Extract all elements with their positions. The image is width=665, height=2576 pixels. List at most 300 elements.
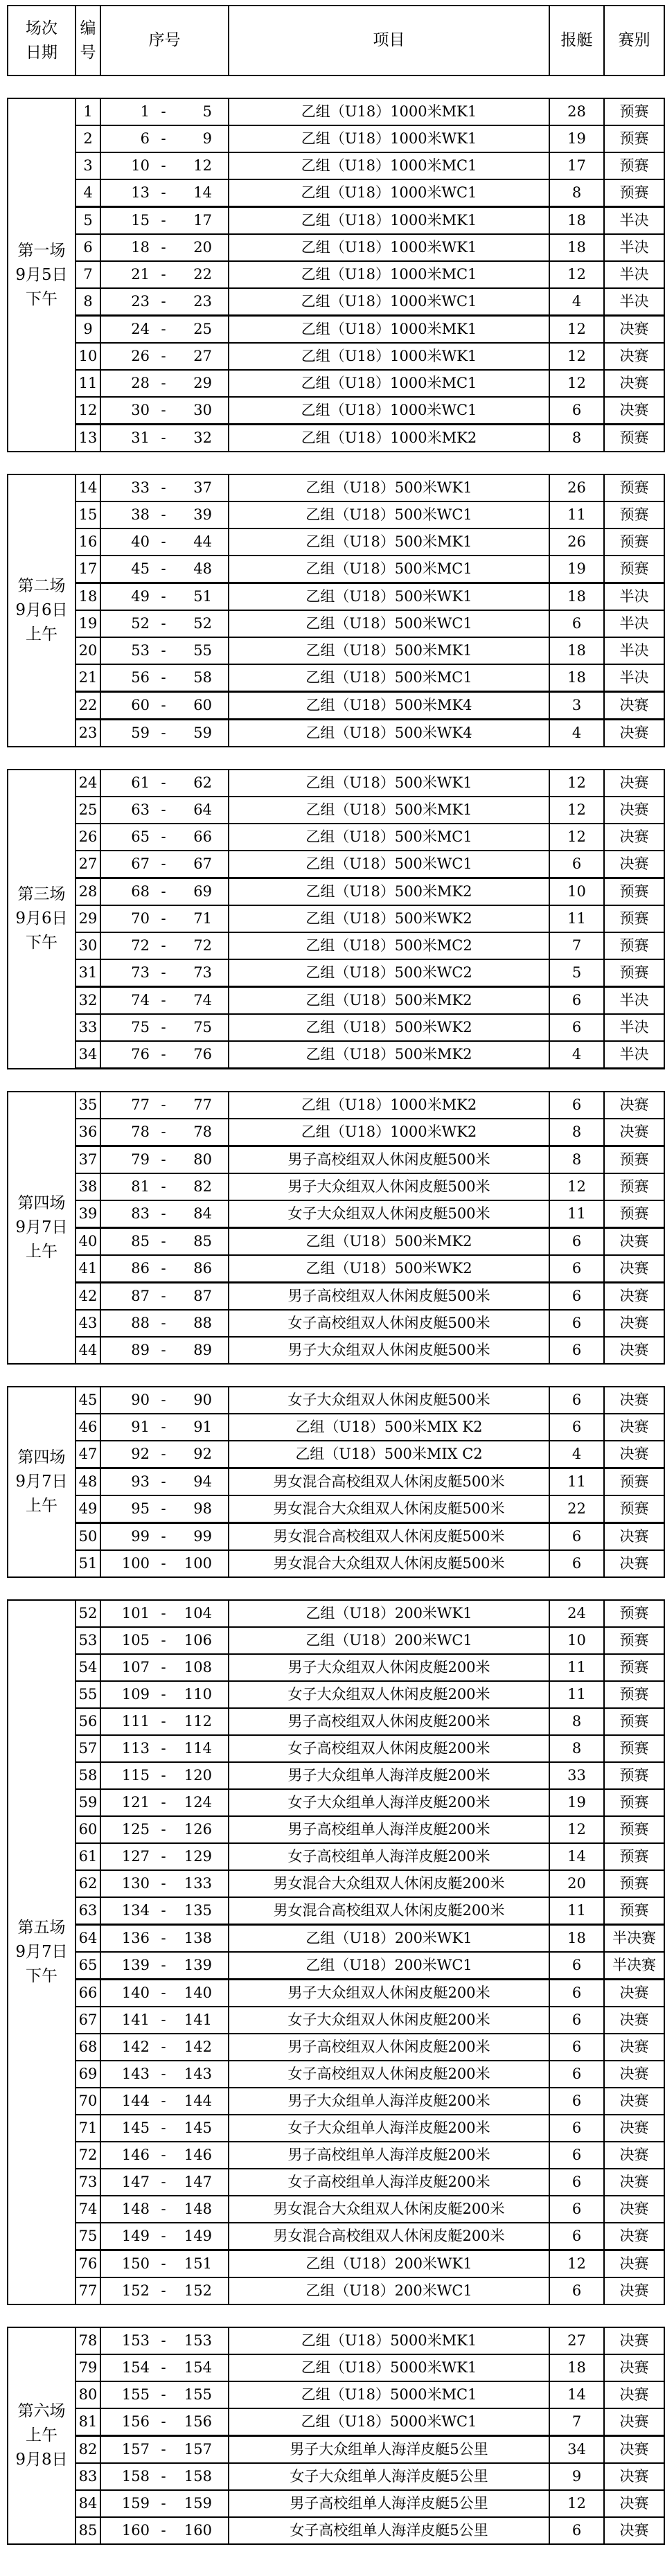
sequence-end: 62	[193, 774, 212, 791]
sequence-dash: -	[161, 402, 166, 418]
boat-count: 6	[549, 1092, 604, 1119]
table-row	[8, 2250, 664, 2278]
race-stage: 预赛	[604, 1600, 664, 1627]
sequence-end: 112	[184, 1713, 212, 1730]
table-row	[8, 1980, 664, 2007]
table-row	[8, 1495, 664, 1523]
sequence-dash: -	[161, 992, 166, 1009]
race-stage: 决赛	[604, 2517, 664, 2544]
sequence-start: 113	[121, 1740, 150, 1757]
sequence-range	[100, 528, 229, 556]
sequence-end: 80	[193, 1151, 212, 1168]
race-stage: 预赛	[604, 959, 664, 987]
sequence-range	[100, 1310, 229, 1337]
event-number: 34	[76, 1041, 100, 1069]
boat-count: 19	[549, 556, 604, 583]
session-date-cell: 第一场 9月5日 下午	[8, 98, 76, 452]
table-row	[8, 2142, 664, 2169]
event-number: 26	[76, 824, 100, 851]
sequence-range	[100, 1980, 229, 2007]
sequence-end: 104	[184, 1605, 212, 1622]
race-stage: 决赛	[604, 2169, 664, 2196]
sequence-dash: -	[161, 1984, 166, 2001]
sequence-range	[100, 261, 229, 288]
race-stage: 预赛	[604, 1762, 664, 1789]
sequence-dash: -	[161, 2066, 166, 2082]
sequence-start: 146	[121, 2147, 150, 2163]
sequence-end: 20	[193, 239, 212, 256]
event-project: 乙组（U18）500米WC1	[229, 501, 549, 528]
event-number: 30	[76, 932, 100, 959]
event-project: 女子高校组单人海洋皮艇200米	[229, 1843, 549, 1870]
table-row	[8, 1468, 664, 1496]
sequence-end: 106	[184, 1632, 212, 1649]
sequence-end: 89	[193, 1342, 212, 1358]
sequence-range	[100, 1146, 229, 1174]
table-row	[8, 288, 664, 316]
boat-count: 14	[549, 1843, 604, 1870]
race-stage: 决赛	[604, 1092, 664, 1119]
sequence-dash: -	[161, 1473, 166, 1490]
boat-count: 6	[549, 2517, 604, 2544]
table-row	[8, 2277, 664, 2304]
sequence-range	[100, 207, 229, 235]
boat-count: 6	[549, 1310, 604, 1337]
table-row	[8, 2223, 664, 2250]
sequence-range	[100, 1925, 229, 1953]
event-number: 76	[76, 2250, 100, 2278]
sequence-start: 115	[121, 1767, 150, 1784]
event-project: 男女混合大众组双人休闲皮艇500米	[229, 1550, 549, 1577]
event-project: 女子大众组双人休闲皮艇200米	[229, 2007, 549, 2034]
sequence-end: 98	[193, 1500, 212, 1517]
sequence-end: 71	[193, 910, 212, 927]
race-stage: 决赛	[604, 1980, 664, 2007]
event-project: 乙组（U18）1000米MC1	[229, 152, 549, 179]
sequence-end: 114	[184, 1740, 212, 1757]
sequence-start: 158	[121, 2468, 150, 2485]
sequence-end: 82	[193, 1178, 212, 1195]
sequence-range	[100, 878, 229, 906]
event-number: 47	[76, 1441, 100, 1468]
sequence-end: 69	[193, 883, 212, 900]
sequence-dash: -	[161, 2093, 166, 2109]
table-row	[8, 125, 664, 152]
boat-count: 6	[549, 1283, 604, 1311]
event-number: 45	[76, 1387, 100, 1414]
event-number: 80	[76, 2381, 100, 2408]
sequence-start: 74	[131, 992, 150, 1009]
sequence-end: 151	[184, 2255, 212, 2272]
sequence-dash: -	[161, 883, 166, 900]
race-stage: 预赛	[604, 1816, 664, 1843]
sequence-dash: -	[161, 1419, 166, 1435]
sequence-start: 95	[131, 1500, 150, 1517]
sequence-range	[100, 2277, 229, 2304]
sequence-range	[100, 770, 229, 797]
table-row	[8, 2463, 664, 2490]
sequence-start: 10	[131, 157, 150, 174]
event-number: 74	[76, 2196, 100, 2223]
race-stage: 半决	[604, 664, 664, 692]
sequence-end: 66	[193, 828, 212, 845]
event-project: 男女混合大众组双人休闲皮艇200米	[229, 2196, 549, 2223]
sequence-start: 26	[131, 348, 150, 364]
sequence-start: 152	[121, 2282, 150, 2299]
race-stage: 预赛	[604, 1897, 664, 1925]
sequence-end: 124	[184, 1794, 212, 1811]
table-row	[8, 2381, 664, 2408]
sequence-start: 38	[131, 506, 150, 523]
table-row	[8, 959, 664, 987]
boat-count: 6	[549, 1255, 604, 1283]
sequence-start: 107	[121, 1659, 150, 1676]
race-stage: 预赛	[604, 1495, 664, 1523]
sequence-end: 17	[193, 212, 212, 229]
event-number: 51	[76, 1550, 100, 1577]
race-stage: 半决	[604, 288, 664, 316]
table-row	[8, 234, 664, 261]
sequence-range	[100, 2436, 229, 2464]
sequence-dash: -	[161, 1096, 166, 1113]
sequence-range	[100, 125, 229, 152]
race-stage: 半决	[604, 1041, 664, 1069]
sequence-start: 92	[131, 1446, 150, 1462]
session-table	[7, 1599, 665, 2305]
sequence-start: 67	[131, 855, 150, 872]
boat-count: 6	[549, 1014, 604, 1041]
session-date-cell: 第五场 9月7日 下午	[8, 1600, 76, 2304]
sequence-dash: -	[161, 130, 166, 147]
race-stage: 预赛	[604, 179, 664, 207]
sequence-start: 121	[121, 1794, 150, 1811]
boat-count: 18	[549, 234, 604, 261]
race-stage: 预赛	[604, 1654, 664, 1681]
event-project: 乙组（U18）1000米WK1	[229, 125, 549, 152]
event-project: 女子高校组单人海洋皮艇200米	[229, 2169, 549, 2196]
sequence-start: 76	[131, 1046, 150, 1063]
sequence-range	[100, 1897, 229, 1925]
sequence-dash: -	[161, 1500, 166, 1517]
race-stage: 决赛	[604, 797, 664, 824]
boat-count: 8	[549, 1735, 604, 1762]
sequence-end: 129	[184, 1848, 212, 1865]
sequence-end: 75	[193, 1019, 212, 1036]
race-stage: 决赛	[604, 2061, 664, 2088]
sequence-dash: -	[161, 1767, 166, 1784]
sequence-end: 152	[184, 2282, 212, 2299]
table-row	[8, 1146, 664, 1174]
sequence-start: 15	[131, 212, 150, 229]
boat-count: 34	[549, 2436, 604, 2464]
sequence-range	[100, 179, 229, 207]
event-project: 乙组（U18）500米MK2	[229, 987, 549, 1015]
table-row	[8, 1843, 664, 1870]
event-project: 男子高校组单人海洋皮艇5公里	[229, 2490, 549, 2517]
sequence-end: 90	[193, 1392, 212, 1408]
race-stage: 预赛	[604, 474, 664, 501]
event-project: 女子高校组单人海洋皮艇5公里	[229, 2517, 549, 2544]
table-row	[8, 1283, 664, 1311]
race-stage: 预赛	[604, 1789, 664, 1816]
sequence-start: 60	[131, 697, 150, 713]
race-stage: 半决	[604, 1014, 664, 1041]
race-stage: 决赛	[604, 2196, 664, 2223]
session-table	[7, 474, 665, 747]
event-project: 乙组（U18）500米WK1	[229, 583, 549, 611]
sequence-start: 49	[131, 588, 150, 605]
sequence-dash: -	[161, 533, 166, 550]
sequence-dash: -	[161, 669, 166, 686]
race-stage: 半决	[604, 987, 664, 1015]
table-row	[8, 1337, 664, 1364]
race-stage: 半决	[604, 207, 664, 235]
event-project: 男子高校组单人海洋皮艇200米	[229, 2142, 549, 2169]
sequence-range	[100, 2115, 229, 2142]
sequence-range	[100, 664, 229, 692]
event-project: 乙组（U18）500米MIX K2	[229, 1414, 549, 1441]
table-row	[8, 637, 664, 664]
sequence-range	[100, 1414, 229, 1441]
sequence-start: 81	[131, 1178, 150, 1195]
sequence-start: 149	[121, 2228, 150, 2244]
sequence-end: 64	[193, 801, 212, 818]
sequence-start: 144	[121, 2093, 150, 2109]
race-stage: 决赛	[604, 1523, 664, 1551]
boat-count: 12	[549, 1173, 604, 1200]
sequence-end: 99	[193, 1528, 212, 1545]
race-stage: 决赛	[604, 2034, 664, 2061]
table-row	[8, 2196, 664, 2223]
event-number: 18	[76, 583, 100, 611]
boat-count: 8	[549, 179, 604, 207]
sequence-dash: -	[161, 375, 166, 391]
event-project: 乙组（U18）500米WK4	[229, 720, 549, 747]
sequence-dash: -	[161, 1233, 166, 1250]
event-number: 24	[76, 770, 100, 797]
event-project: 乙组（U18）1000米WK2	[229, 1119, 549, 1146]
event-project: 女子大众组单人海洋皮艇200米	[229, 1789, 549, 1816]
race-stage: 决赛	[604, 1255, 664, 1283]
race-stage: 半决	[604, 583, 664, 611]
event-number: 57	[76, 1735, 100, 1762]
sequence-range	[100, 1654, 229, 1681]
event-number: 11	[76, 370, 100, 397]
sequence-end: 110	[184, 1686, 212, 1703]
boat-count: 6	[549, 2142, 604, 2169]
table-row	[8, 2115, 664, 2142]
session-date-cell: 第四场 9月7日 上午	[8, 1387, 76, 1577]
sequence-start: 127	[121, 1848, 150, 1865]
sequence-start: 68	[131, 883, 150, 900]
sequence-end: 55	[193, 642, 212, 659]
event-number: 65	[76, 1952, 100, 1980]
sequence-dash: -	[161, 1902, 166, 1919]
table-row	[8, 1441, 664, 1468]
sequence-range	[100, 152, 229, 179]
sequence-range	[100, 1119, 229, 1146]
sequence-dash: -	[161, 2201, 166, 2217]
event-number: 9	[76, 316, 100, 344]
event-number: 56	[76, 1708, 100, 1735]
sequence-end: 85	[193, 1233, 212, 1250]
sequence-end: 154	[184, 2359, 212, 2376]
boat-count: 6	[549, 987, 604, 1015]
sequence-end: 135	[184, 1902, 212, 1919]
race-stage: 预赛	[604, 1627, 664, 1654]
sequence-start: 157	[121, 2441, 150, 2458]
table-row	[8, 1173, 664, 1200]
boat-count: 12	[549, 824, 604, 851]
boat-count: 27	[549, 2327, 604, 2354]
boat-count: 19	[549, 125, 604, 152]
event-project: 乙组（U18）200米WC1	[229, 2277, 549, 2304]
event-number: 81	[76, 2408, 100, 2436]
boat-count: 22	[549, 1495, 604, 1523]
boat-count: 6	[549, 1414, 604, 1441]
sequence-start: 24	[131, 321, 150, 337]
race-stage: 半决	[604, 610, 664, 637]
table-row	[8, 2354, 664, 2381]
sequence-start: 99	[131, 1528, 150, 1545]
event-number: 75	[76, 2223, 100, 2250]
race-stage: 半决赛	[604, 1925, 664, 1953]
boat-count: 10	[549, 1627, 604, 1654]
race-stage: 决赛	[604, 343, 664, 370]
sequence-dash: -	[161, 2038, 166, 2055]
boat-count: 11	[549, 1681, 604, 1708]
sequence-end: 143	[184, 2066, 212, 2082]
race-stage: 预赛	[604, 1468, 664, 1496]
event-project: 乙组（U18）1000米MK2	[229, 1092, 549, 1119]
sequence-end: 25	[193, 321, 212, 337]
boat-count: 14	[549, 2381, 604, 2408]
sequence-range	[100, 2354, 229, 2381]
sequence-end: 147	[184, 2174, 212, 2190]
table-row	[8, 1119, 664, 1146]
sequence-range	[100, 370, 229, 397]
table-row	[8, 179, 664, 207]
race-stage: 决赛	[604, 2408, 664, 2436]
event-number: 40	[76, 1228, 100, 1256]
table-row	[8, 2517, 664, 2544]
sequence-end: 144	[184, 2093, 212, 2109]
event-number: 68	[76, 2034, 100, 2061]
event-project: 乙组（U18）1000米WC1	[229, 397, 549, 425]
event-number: 66	[76, 1980, 100, 2007]
table-row	[8, 1735, 664, 1762]
event-project: 乙组（U18）5000米WK1	[229, 2354, 549, 2381]
event-project: 乙组（U18）500米WC2	[229, 959, 549, 987]
sequence-end: 120	[184, 1767, 212, 1784]
table-row	[8, 316, 664, 344]
race-stage: 决赛	[604, 2142, 664, 2169]
sequence-range	[100, 824, 229, 851]
event-number: 19	[76, 610, 100, 637]
table-row	[8, 98, 664, 125]
event-number: 12	[76, 397, 100, 425]
event-project: 乙组（U18）500米MK2	[229, 878, 549, 906]
boat-count: 8	[549, 1708, 604, 1735]
sequence-start: 140	[121, 1984, 150, 2001]
event-number: 29	[76, 905, 100, 932]
sequence-end: 32	[193, 429, 212, 446]
event-number: 25	[76, 797, 100, 824]
race-stage: 预赛	[604, 1146, 664, 1174]
race-stage: 决赛	[604, 2354, 664, 2381]
event-number: 85	[76, 2517, 100, 2544]
sequence-range	[100, 2408, 229, 2436]
sequence-start: 33	[131, 479, 150, 496]
race-stage: 决赛	[604, 824, 664, 851]
sequence-start: 156	[121, 2413, 150, 2430]
sequence-end: 94	[193, 1473, 212, 1490]
race-stage: 决赛	[604, 2436, 664, 2464]
sequence-dash: -	[161, 828, 166, 845]
table-row	[8, 583, 664, 611]
race-stage: 预赛	[604, 1173, 664, 1200]
race-stage: 预赛	[604, 1870, 664, 1897]
boat-count: 11	[549, 1200, 604, 1228]
race-stage: 决赛	[604, 692, 664, 720]
event-project: 男女混合大众组双人休闲皮艇500米	[229, 1495, 549, 1523]
boat-count: 20	[549, 1870, 604, 1897]
sequence-dash: -	[161, 855, 166, 872]
sequence-dash: -	[161, 1659, 166, 1676]
sequence-dash: -	[161, 1392, 166, 1408]
table-row	[8, 824, 664, 851]
event-number: 50	[76, 1523, 100, 1551]
table-row	[8, 905, 664, 932]
event-number: 77	[76, 2277, 100, 2304]
event-number: 20	[76, 637, 100, 664]
sequence-start: 100	[121, 1555, 150, 1572]
event-project: 乙组（U18）200米WK1	[229, 2250, 549, 2278]
sequence-dash: -	[161, 348, 166, 364]
sequence-dash: -	[161, 479, 166, 496]
sequence-dash: -	[161, 1555, 166, 1572]
sequence-end: 78	[193, 1123, 212, 1140]
event-project: 男子高校组双人休闲皮艇500米	[229, 1146, 549, 1174]
sequence-start: 56	[131, 669, 150, 686]
race-stage: 决赛	[604, 2381, 664, 2408]
sequence-start: 150	[121, 2255, 150, 2272]
header-table	[7, 5, 665, 76]
table-row	[8, 397, 664, 425]
sequence-dash: -	[161, 1821, 166, 1838]
event-project: 乙组（U18）1000米MK2	[229, 425, 549, 452]
sequence-end: 84	[193, 1205, 212, 1222]
event-number: 39	[76, 1200, 100, 1228]
event-number: 44	[76, 1337, 100, 1364]
boat-count: 6	[549, 610, 604, 637]
race-stage: 预赛	[604, 152, 664, 179]
sequence-range	[100, 720, 229, 747]
event-number: 4	[76, 179, 100, 207]
event-project: 乙组（U18）500米WC1	[229, 851, 549, 878]
sequence-range	[100, 1092, 229, 1119]
sequence-dash: -	[161, 1686, 166, 1703]
boat-count: 7	[549, 932, 604, 959]
race-stage: 决赛	[604, 1337, 664, 1364]
sequence-dash: -	[161, 239, 166, 256]
event-number: 13	[76, 425, 100, 452]
sequence-start: 139	[121, 1957, 150, 1973]
race-stage: 决赛	[604, 1550, 664, 1577]
sequence-start: 88	[131, 1315, 150, 1331]
sequence-dash: -	[161, 910, 166, 927]
sequence-end: 140	[184, 1984, 212, 2001]
